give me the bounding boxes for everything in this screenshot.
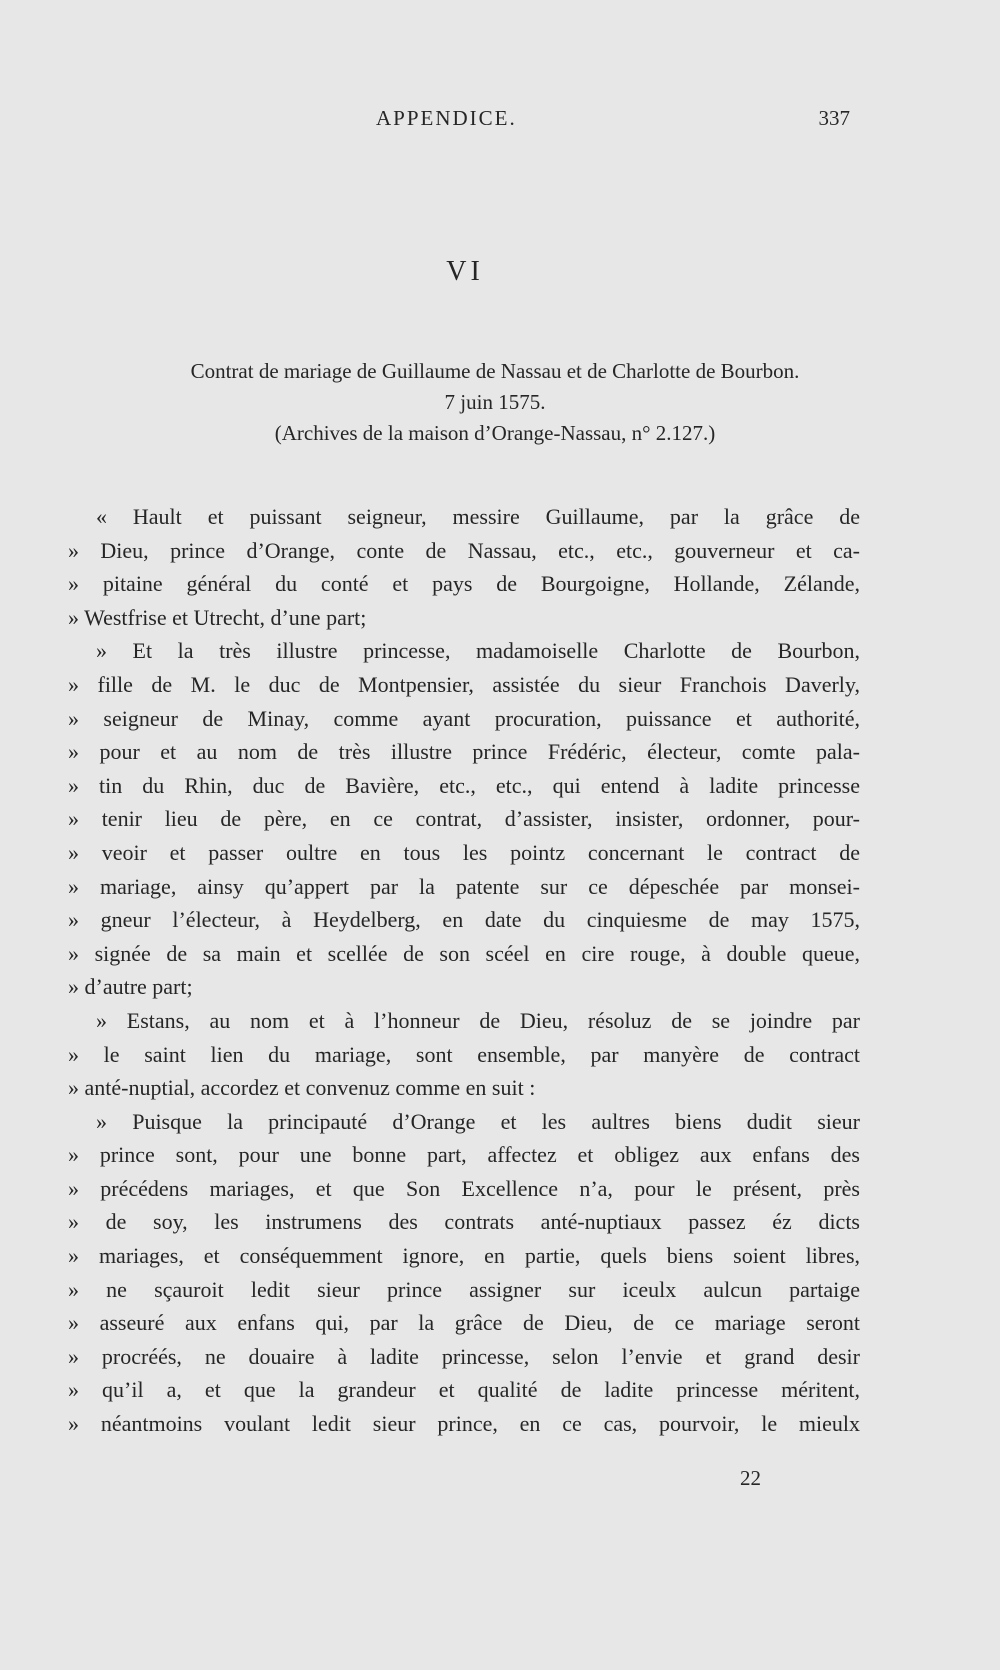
text-line: » procréés, ne douaire à ladite princesse, selon l’envie et grand desir bbox=[68, 1343, 860, 1369]
page-number: 337 bbox=[818, 106, 850, 130]
text-line: » Puisque la principauté d’Orange et les aultres biens dudit sieur bbox=[96, 1108, 860, 1134]
text-line: » le saint lien du mariage, sont ensemble, par manyère de contract bbox=[68, 1041, 860, 1067]
text-line: » tenir lieu de père, en ce contrat, d’assister, insister, ordonner, pour- bbox=[68, 806, 860, 832]
section-number: VI bbox=[446, 256, 484, 287]
text-line: » signée de sa main et scellée de son scéel en cire rouge, à double queue, bbox=[68, 940, 860, 966]
text-line: » Estans, au nom et à l’honneur de Dieu, résoluz de se joindre par bbox=[96, 1007, 860, 1033]
text-line: » d’autre part; bbox=[68, 974, 193, 1000]
text-line: » seigneur de Minay, comme ayant procuration, puissance et authorité, bbox=[68, 705, 860, 731]
text-line: » précédens mariages, et que Son Excellence n’a, pour le présent, près bbox=[68, 1175, 860, 1201]
text-line: » veoir et passer oultre en tous les pointz concernant le contract de bbox=[68, 839, 860, 865]
body-text bbox=[68, 500, 860, 1441]
text-line: » anté-nuptial, accordez et convenuz comme en suit : bbox=[68, 1075, 536, 1101]
text-line: » asseuré aux enfans qui, par la grâce de Dieu, de ce mariage seront bbox=[68, 1310, 860, 1336]
text-line: » ne sçauroit ledit sieur prince assigner sur iceulx aulcun partaige bbox=[68, 1276, 860, 1302]
text-line: » fille de M. le duc de Montpensier, assistée du sieur Franchois Daverly, bbox=[68, 671, 860, 697]
running-head bbox=[80, 106, 850, 142]
text-line: » pitaine général du conté et pays de Bourgoigne, Hollande, Zélande, bbox=[68, 571, 860, 597]
text-line: » pour et au nom de très illustre prince Frédéric, électeur, comte pala- bbox=[68, 739, 860, 765]
heading-date: 7 juin 1575. bbox=[444, 390, 546, 414]
heading-source: (Archives de la maison d’Orange-Nassau, n° 2.127.) bbox=[274, 421, 716, 445]
text-line: « Hault et puissant seigneur, messire Guillaume, par la grâce de bbox=[96, 504, 860, 529]
text-line: » prince sont, pour une bonne part, affectez et obligez aux enfans des bbox=[68, 1142, 860, 1168]
text-line: » Westfrise et Utrecht, d’une part; bbox=[68, 604, 367, 630]
signature-mark: 22 bbox=[740, 1466, 761, 1490]
text-line: » de soy, les instrumens des contrats anté-nuptiaux passez éz dicts bbox=[68, 1209, 860, 1235]
text-line: » mariage, ainsy qu’appert par la patente sur ce dépeschée par monsei- bbox=[68, 873, 860, 899]
document-heading bbox=[60, 356, 930, 449]
text-line: » Et la très illustre princesse, madamoiselle Charlotte de Bourbon, bbox=[96, 638, 860, 664]
text-line: » tin du Rhin, duc de Bavière, etc., etc., qui entend à ladite princesse bbox=[68, 772, 860, 798]
text-line: » Dieu, prince d’Orange, conte de Nassau, etc., etc., gouverneur et ca- bbox=[68, 537, 860, 563]
running-title: APPENDICE. bbox=[376, 106, 517, 130]
text-line: » qu’il a, et que la grandeur et qualité de ladite princesse méritent, bbox=[68, 1377, 860, 1403]
text-line: » gneur l’électeur, à Heydelberg, en date du cinquiesme de may 1575, bbox=[68, 907, 860, 933]
text-line: » mariages, et conséquemment ignore, en partie, quels biens soient libres, bbox=[68, 1243, 860, 1269]
heading-title: Contrat de mariage de Guillaume de Nassau et de Charlotte de Bourbon. bbox=[190, 359, 800, 383]
text-line: » néantmoins voulant ledit sieur prince, en ce cas, pourvoir, le mieulx bbox=[68, 1411, 860, 1437]
